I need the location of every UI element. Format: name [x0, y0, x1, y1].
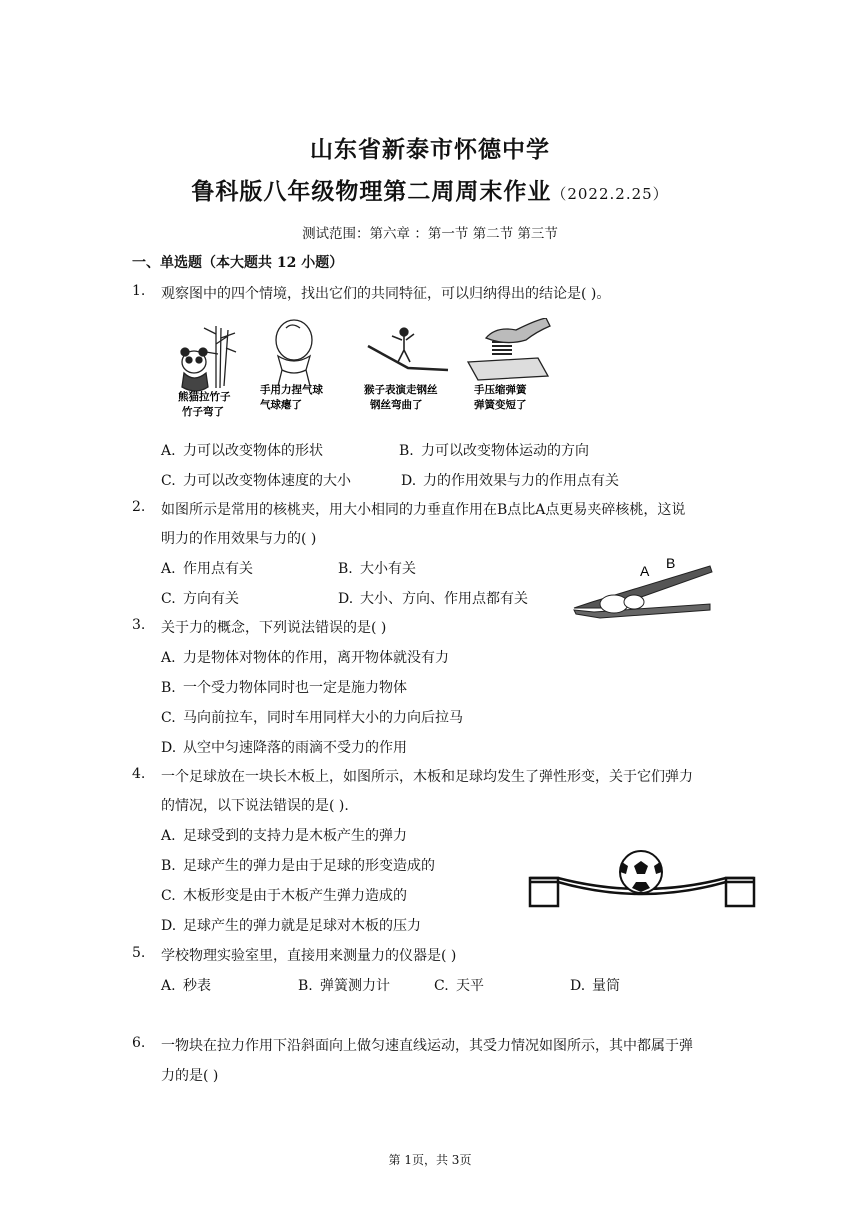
q1-captions: [178, 383, 527, 418]
option-b[interactable]: B. 一个受力物体同时也一定是施力物体: [161, 680, 407, 696]
svg-text:手用力捏气球: 手用力捏气球: [260, 384, 323, 396]
question-text: 的情况，以下说法错误的是( ).: [161, 798, 349, 814]
svg-text:气球瘪了: 气球瘪了: [260, 399, 302, 411]
question-number: 1.: [132, 283, 146, 299]
option-a[interactable]: A. 足球受到的支持力是木板产生的弹力: [161, 828, 407, 844]
question-text: 如图所示是常用的核桃夹，用大小相同的力垂直作用在B点比A点更易夹碎核桃，这说: [161, 502, 686, 518]
option-b[interactable]: B. 弹簧测力计: [298, 978, 390, 994]
svg-text:猴子表演走钢丝: 猴子表演走钢丝: [364, 384, 438, 396]
q1-figure: [168, 318, 560, 422]
balloon-hand-figure: [276, 320, 312, 386]
nutcracker-figure: [570, 552, 720, 624]
question-text: 学校物理实验室里，直接用来测量力的仪器是( ): [161, 948, 457, 964]
question-text: 明力的作用效果与力的( ): [161, 531, 317, 547]
question-number: 5.: [132, 945, 146, 961]
option-c[interactable]: C. 方向有关: [161, 591, 239, 607]
option-b[interactable]: B. 力可以改变物体运动的方向: [399, 443, 589, 459]
page-footer: 第 1页，共 3页: [388, 1153, 472, 1167]
panda-bamboo-figure: [181, 326, 236, 391]
title-line-2: 鲁科版八年级物理第二周周末作业（2022.2.25）: [191, 178, 669, 205]
hand-spring-figure: [468, 318, 550, 380]
option-c[interactable]: C. 力可以改变物体速度的大小: [161, 473, 351, 489]
option-b[interactable]: B. 大小有关: [338, 561, 416, 577]
label-a: A: [640, 563, 650, 579]
option-d[interactable]: D. 量筒: [570, 978, 620, 994]
option-a[interactable]: A. 秒表: [161, 978, 211, 994]
option-d[interactable]: D. 力的作用效果与力的作用点有关: [401, 473, 619, 489]
question-text: 一物块在拉力作用下沿斜面向上做匀速直线运动，其受力情况如图所示，其中都属于弹: [161, 1038, 693, 1054]
title-line-1: 山东省新泰市怀德中学: [310, 136, 550, 163]
svg-text:熊猫拉竹子: 熊猫拉竹子: [178, 391, 231, 403]
option-c[interactable]: C. 马向前拉车，同时车用同样大小的力向后拉马: [161, 710, 463, 726]
svg-text:钢丝弯曲了: 钢丝弯曲了: [370, 399, 423, 411]
option-d[interactable]: D. 足球产生的弹力就是足球对木板的压力: [161, 918, 421, 934]
svg-text:弹簧变短了: 弹簧变短了: [474, 399, 527, 411]
question-number: 6.: [132, 1035, 146, 1051]
option-a[interactable]: A. 力可以改变物体的形状: [161, 443, 323, 459]
option-c[interactable]: C. 木板形变是由于木板产生弹力造成的: [161, 888, 407, 904]
monkey-wire-figure: [368, 328, 448, 370]
question-number: 3.: [132, 617, 146, 633]
question-text: 观察图中的四个情境，找出它们的共同特征，可以归纳得出的结论是( )。: [161, 286, 611, 302]
option-d[interactable]: D. 大小、方向、作用点都有关: [338, 591, 528, 607]
option-b[interactable]: B. 足球产生的弹力是由于足球的形变造成的: [161, 858, 435, 874]
test-scope: 测试范围：第六章 ：第一节 第二节 第三节: [302, 226, 558, 242]
question-text: 力的是( ): [161, 1068, 219, 1084]
title-date: （2022.2.25）: [551, 185, 669, 203]
option-c[interactable]: C. 天平: [434, 978, 484, 994]
question-number: 4.: [132, 766, 146, 782]
question-number: 2.: [132, 499, 146, 515]
label-b: B: [666, 555, 676, 571]
football-board-figure: [526, 848, 786, 914]
option-d[interactable]: D. 从空中匀速降落的雨滴不受力的作用: [161, 740, 407, 756]
section-heading: 一、单选题（本大题共 12 小题）: [132, 255, 344, 271]
svg-text:手压缩弹簧: 手压缩弹簧: [474, 384, 527, 396]
option-a[interactable]: A. 作用点有关: [161, 561, 253, 577]
svg-text:竹子弯了: 竹子弯了: [182, 406, 224, 418]
question-text: 关于力的概念，下列说法错误的是( ): [161, 620, 387, 636]
question-text: 一个足球放在一块长木板上，如图所示，木板和足球均发生了弹性形变，关于它们弹力: [161, 769, 693, 785]
option-a[interactable]: A. 力是物体对物体的作用，离开物体就没有力: [161, 650, 449, 666]
